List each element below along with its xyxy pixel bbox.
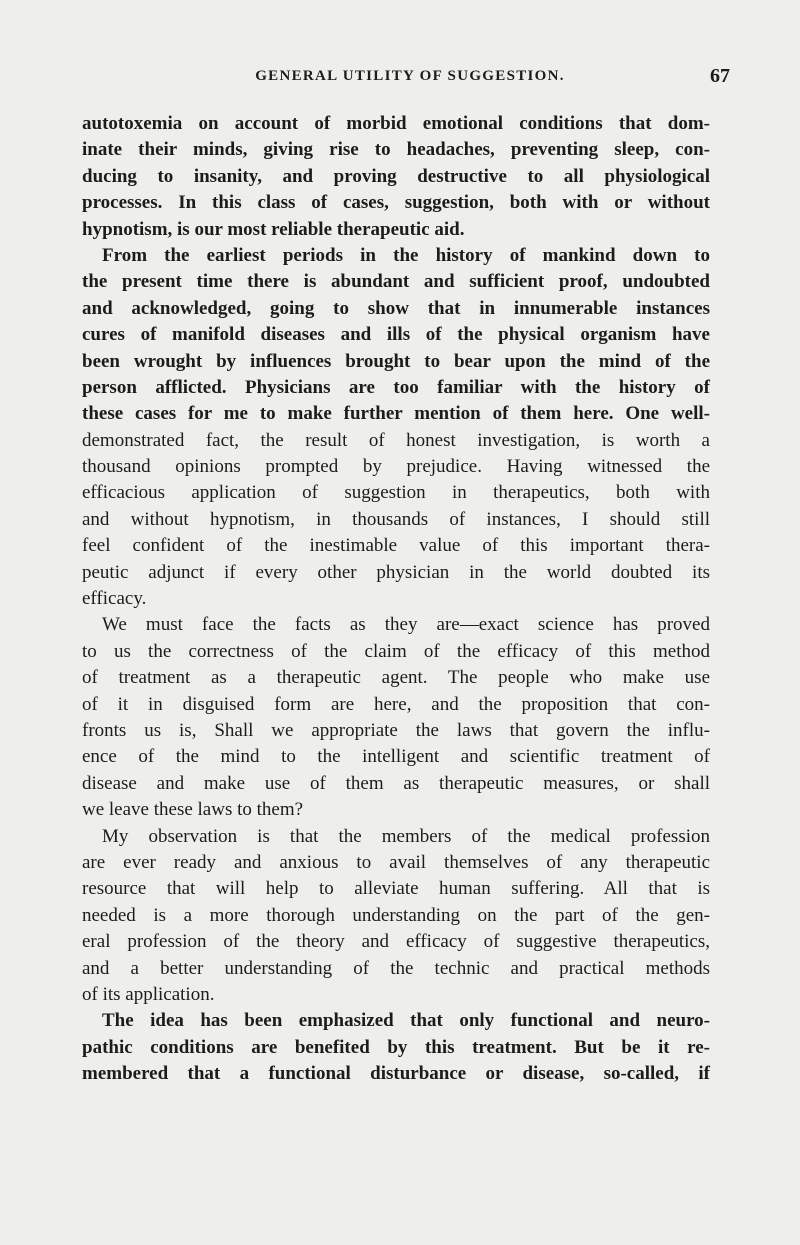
- running-title: GENERAL UTILITY OF SUGGESTION.: [255, 68, 565, 84]
- text-line: My observation is that the members of the medical profession: [102, 825, 710, 847]
- text-line: of it in disguised form are here, and the proposition that con-: [82, 693, 710, 715]
- text-line: these cases for me to make further mention of them here. One well-: [82, 403, 710, 425]
- text-line: disease and make use of them as therapeutic measures, or shall: [82, 772, 710, 794]
- text-line: person afflicted. Physicians are too familiar with the history of: [82, 376, 710, 398]
- paragraph: [82, 243, 710, 612]
- text-line: inate their minds, giving rise to headaches, preventing sleep, con-: [82, 139, 710, 161]
- text-line: efficacious application of suggestion in therapeutics, both with: [82, 482, 710, 504]
- text-line: thousand opinions prompted by prejudice. Having witnessed the: [82, 456, 710, 478]
- text-line: been wrought by influences brought to bear upon the mind of the: [82, 350, 710, 372]
- text-line: We must face the facts as they are—exact science has proved: [102, 614, 710, 636]
- text-line: pathic conditions are benefited by this treatment. But be it re-: [82, 1036, 710, 1058]
- text-line: From the earliest periods in the history of mankind down to: [102, 244, 710, 266]
- text-line: membered that a functional disturbance or disease, so-called, if: [82, 1063, 710, 1085]
- text-line: are ever ready and anxious to avail themselves of any therapeutic: [82, 851, 710, 873]
- text-line: we leave these laws to them?: [82, 799, 304, 821]
- paragraph: [82, 1008, 710, 1087]
- body-text: [82, 111, 710, 1087]
- text-line: ducing to insanity, and proving destructive to all physiological: [82, 165, 710, 187]
- paragraph: [82, 111, 710, 243]
- text-line: autotoxemia on account of morbid emotional conditions that dom-: [82, 113, 710, 134]
- text-line: eral profession of the theory and efficacy of suggestive therapeutics,: [82, 931, 710, 953]
- text-line: ence of the mind to the intelligent and scientific treatment of: [82, 746, 710, 768]
- text-line: needed is a more thorough understanding on the part of the gen-: [82, 904, 710, 926]
- text-line: and a better understanding of the technic and practical methods: [82, 957, 710, 979]
- text-line: resource that will help to alleviate human suffering. All that is: [82, 878, 710, 900]
- text-line: and without hypnotism, in thousands of instances, I should still: [82, 508, 710, 530]
- text-line: of its application.: [82, 983, 215, 1005]
- text-line: of treatment as a therapeutic agent. The people who make use: [82, 667, 710, 689]
- paragraph: [82, 824, 710, 1009]
- text-line: processes. In this class of cases, suggestion, both with or without: [82, 192, 710, 214]
- running-head: [130, 64, 730, 88]
- text-line: the present time there is abundant and sufficient proof, undoubted: [82, 271, 710, 293]
- text-line: peutic adjunct if every other physician in the world doubted its: [82, 561, 710, 583]
- text-line: cures of manifold diseases and ills of the physical organism have: [82, 324, 710, 346]
- page-number: 67: [710, 65, 730, 87]
- text-line: The idea has been emphasized that only functional and neuro-: [102, 1010, 710, 1032]
- text-line: to us the correctness of the claim of the efficacy of this method: [82, 640, 710, 662]
- text-line: hypnotism, is our most reliable therapeutic aid.: [82, 218, 465, 240]
- text-line: demonstrated fact, the result of honest investigation, is worth a: [82, 429, 710, 451]
- text-line: and acknowledged, going to show that in innumerable instances: [82, 297, 710, 319]
- text-line: efficacy.: [82, 588, 147, 610]
- paragraph: [82, 612, 710, 823]
- text-line: fronts us is, Shall we appropriate the laws that govern the influ-: [82, 719, 710, 741]
- text-line: feel confident of the inestimable value of this important thera-: [82, 535, 710, 557]
